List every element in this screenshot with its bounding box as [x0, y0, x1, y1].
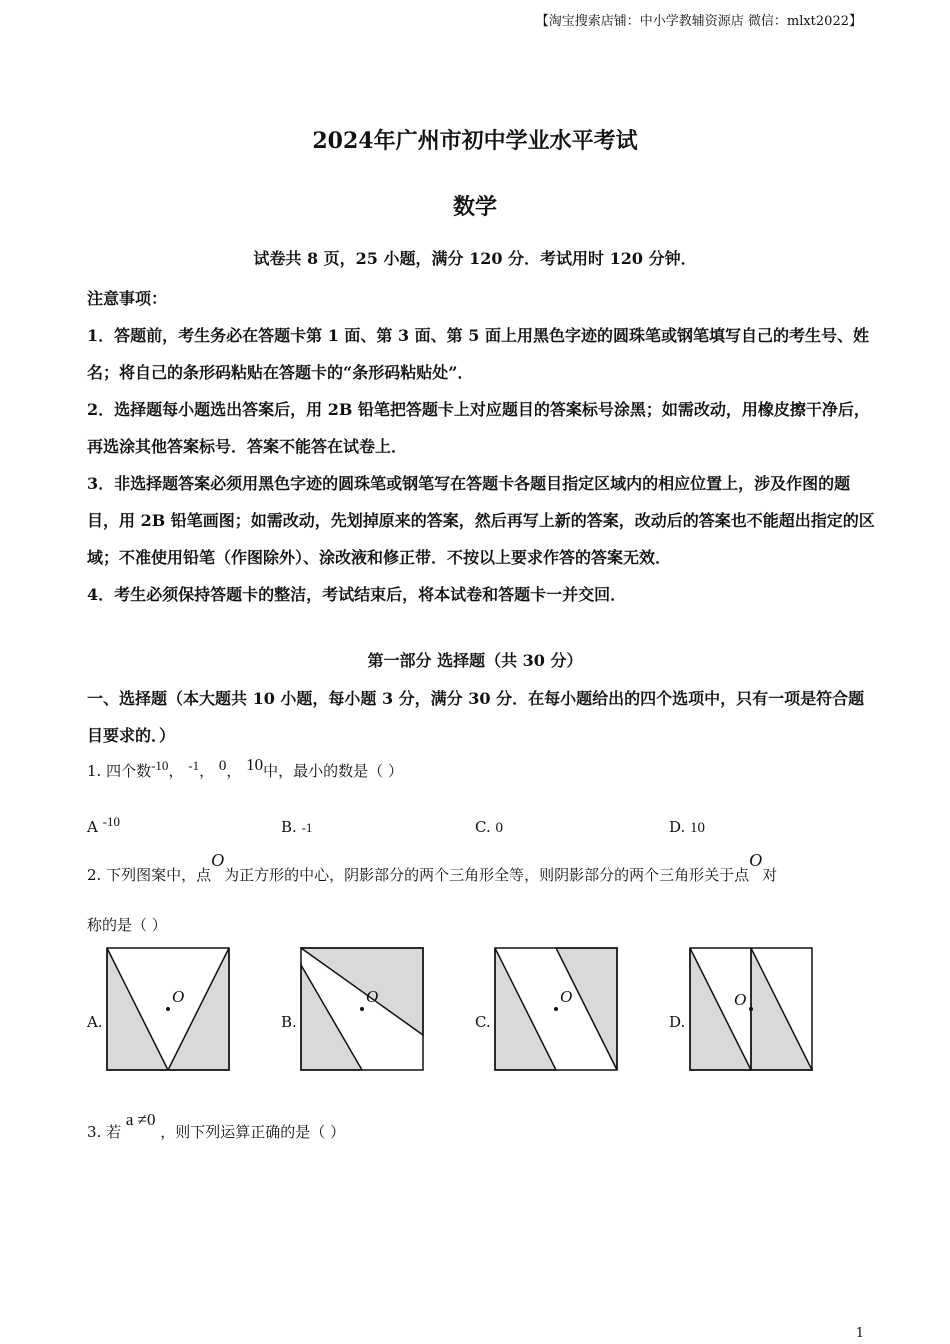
figure-a-right-triangle: [168, 948, 229, 1070]
q1-number-4: 10: [246, 755, 264, 774]
figure-c-center-label: O: [560, 987, 573, 1006]
q2-point-2: O: [749, 850, 763, 870]
q1-number-1: -10: [151, 758, 169, 773]
q1-prefix: 1. 四个数: [87, 762, 152, 780]
part-title: 第一部分 选择题（共 30 分）: [367, 651, 583, 670]
q1-sep-3: ，: [226, 762, 242, 780]
q2-part-2: 为正方形的中心，阴影部分的两个三角形全等，则阴影部分的两个三角形关于点: [224, 866, 750, 884]
q1-option-b: [281, 818, 312, 836]
q2-option-c-label: C.: [475, 1013, 491, 1031]
figure-d-center-dot: [749, 1007, 753, 1011]
figure-c-left-triangle: [495, 948, 556, 1070]
note-item-1: 1．答题前，考生务必在答题卡第 1 面、第 3 面、第 5 面上用黑色字迹的圆珠笔或钢笔填写自己的考生号、姓名；将自己的条形码粘贴在答题卡的“条形码粘贴处”．: [87, 326, 869, 382]
q1-sep-1: ，: [168, 762, 184, 780]
q1-option-d: [669, 818, 705, 837]
q1-option-a: [87, 814, 120, 836]
question-1: [87, 755, 403, 781]
q1-option-b-label: B.: [281, 818, 297, 836]
notes: [87, 280, 877, 613]
q1-option-a-label: A: [87, 818, 98, 836]
q1-number-2: -1: [188, 758, 200, 773]
q2-option-a-figure: [106, 947, 230, 1071]
subject-title: 数学: [452, 194, 497, 220]
header-note: 【淘宝搜索店铺：中小学教辅资源店 微信：mlxt2022】: [535, 14, 862, 29]
figure-a-left-triangle: [107, 948, 168, 1070]
q2-part-3: 对: [762, 866, 778, 884]
q2-option-b-figure: [300, 947, 424, 1071]
q2-point-1: O: [211, 850, 225, 870]
figure-d-left-triangle: [690, 948, 751, 1070]
figure-d-center-label: O: [734, 990, 747, 1009]
page-number: 1: [855, 1326, 864, 1341]
exam-summary: 试卷共 8 页，25 小题，满分 120 分．考试用时 120 分钟．: [253, 249, 697, 268]
q1-option-d-value: 10: [690, 820, 706, 836]
figure-d-right-triangle: [751, 948, 812, 1070]
exam-title: 2024年广州市初中学业水平考试: [312, 128, 638, 154]
q1-option-c: [475, 818, 503, 837]
q2-part-1: 2. 下列图案中，点: [87, 866, 212, 884]
q1-option-d-label: D.: [669, 818, 686, 836]
note-item-4: 4．考生必须保持答题卡的整洁，考试结束后，将本试卷和答题卡一并交回．: [87, 585, 627, 604]
q2-option-b-label: B.: [281, 1013, 297, 1031]
q1-number-3: 0: [218, 758, 227, 774]
notes-heading: 注意事项：: [87, 289, 168, 308]
q1-option-c-label: C.: [475, 818, 491, 836]
figure-a-center-dot: [166, 1007, 170, 1011]
figure-b-center-dot: [360, 1007, 364, 1011]
section-heading: 一、选择题（本大题共 10 小题，每小题 3 分，满分 30 分．在每小题给出的四个选项中，只有一项是符合题目要求的．）: [87, 689, 865, 745]
q2-option-d-figure: [689, 947, 813, 1071]
question-2: [87, 850, 778, 885]
q1-sep-2: ，: [199, 762, 215, 780]
q2-option-d-label: D.: [669, 1013, 686, 1031]
q2-option-c-figure: [494, 947, 618, 1071]
figure-c-right-triangle: [556, 948, 617, 1070]
q2-option-a-label: A.: [87, 1013, 103, 1031]
figure-c-center-dot: [554, 1007, 558, 1011]
note-item-3: 3．非选择题答案必须用黑色字迹的圆珠笔或钢笔写在答题卡各题目指定区域内的相应位置上，涉及作图的题目，用 2B 铅笔画图；如需改动，先划掉原来的答案，然后再写上新的答案，改动后的答案也不能超出指定的区域；不准使用铅笔（作图除外）、涂改液和修正带．不按以上要求作答的答案无效．: [87, 474, 875, 567]
figure-a-center-label: O: [172, 987, 185, 1006]
q3-math: a ≠0: [125, 1110, 156, 1129]
question-3: [87, 1110, 346, 1142]
q2-line-2: 称的是（ ）: [87, 916, 167, 934]
q1-option-c-value: 0: [495, 820, 503, 836]
q3-prefix: 3. 若: [87, 1123, 122, 1141]
q1-option-b-value: -1: [301, 820, 313, 835]
note-item-2: 2．选择题每小题选出答案后，用 2B 铅笔把答题卡上对应题目的答案标号涂黑；如需改动，用橡皮擦干净后，再选涂其他答案标号．答案不能答在试卷上．: [87, 400, 870, 456]
q3-suffix: ，则下列运算正确的是（ ）: [160, 1123, 346, 1141]
q1-suffix: 中，最小的数是（ ）: [263, 762, 403, 780]
figure-b-center-label: O: [366, 987, 379, 1006]
q1-option-a-value: -10: [102, 814, 120, 829]
